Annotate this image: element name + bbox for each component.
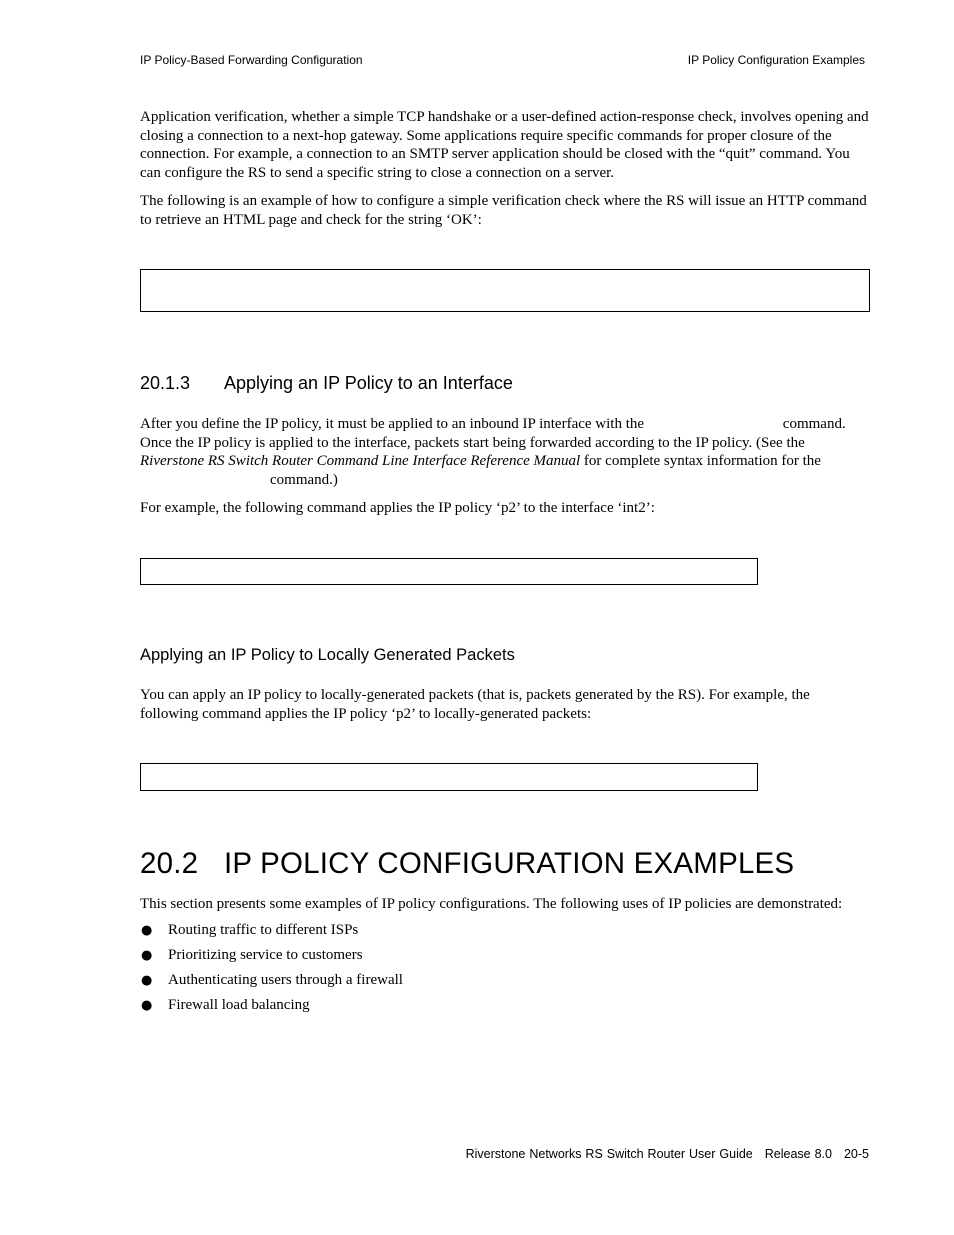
bullet-icon: ● xyxy=(141,973,153,988)
section-20-1-3-paragraph-2: For example, the following command applies the IP policy ‘p2’ to the interface ‘int2’: xyxy=(140,500,655,516)
section-title: IP POLICY CONFIGURATION EXAMPLES xyxy=(224,847,795,880)
intro-paragraph-1: Application verification, whether a simple TCP handshake or a user-defined action-response check, involves opening and closing a connection to a next-hop gateway. Some applications require specific commands for proper closure of the connection. For example, a connection to an SMTP server application should be closed with the “quit” command. You can configure the RS to send a specific string to close a connection on a server. xyxy=(140,109,869,181)
running-header-right: IP Policy Configuration Examples xyxy=(687,53,865,67)
paragraph-text: command.) xyxy=(270,471,338,488)
section-number: 20.2 xyxy=(140,847,199,880)
code-example-box xyxy=(140,763,758,791)
section-heading-20-1-3 xyxy=(140,372,513,394)
paragraph-text: command. Once the IP policy is applied to the interface, packets start being forwarded according to the IP policy. (See the xyxy=(140,416,846,451)
list-item: ● Firewall load balancing xyxy=(140,993,840,1018)
bullet-icon: ● xyxy=(141,998,153,1013)
section-20-1-3-paragraph-1 xyxy=(140,415,870,489)
section-title: Applying an IP Policy to an Interface xyxy=(224,373,513,393)
running-footer xyxy=(466,1146,869,1162)
section-heading-20-2 xyxy=(140,846,794,882)
subsection-paragraph: You can apply an IP policy to locally-generated packets (that is, packets generated by the RS). For example, the following command applies the IP policy ‘p2’ to locally-generated packets: xyxy=(140,687,810,722)
paragraph-text: After you define the IP policy, it must be applied to an inbound IP interface with the xyxy=(140,416,645,432)
paragraph-text: for complete syntax information for the xyxy=(583,453,821,469)
footer-release: Release 8.0 xyxy=(764,1147,832,1161)
section-number: 20.1.3 xyxy=(140,373,191,393)
list-item: ● Authenticating users through a firewall xyxy=(140,968,840,993)
running-header-left: IP Policy-Based Forwarding Configuration xyxy=(140,53,363,67)
bullet-icon: ● xyxy=(141,948,153,963)
manual-title: Riverstone RS Switch Router Command Line Interface Reference Manual xyxy=(140,453,581,469)
code-example-box xyxy=(140,269,870,312)
footer-page-number: 20-5 xyxy=(843,1147,869,1161)
code-example-box xyxy=(140,558,758,585)
bullet-icon: ● xyxy=(141,923,153,938)
footer-guide-title: Riverstone Networks RS Switch Router User Guide xyxy=(465,1147,753,1161)
subsection-heading-local-packets: Applying an IP Policy to Locally Generated Packets xyxy=(140,646,515,664)
examples-bullet-list xyxy=(140,918,840,1018)
list-item: ● Routing traffic to different ISPs xyxy=(140,918,840,943)
intro-paragraph-2: The following is an example of how to configure a simple verification check where the RS will issue an HTTP command to retrieve an HTML page and check for the string ‘OK’: xyxy=(140,193,867,228)
list-item: ● Prioritizing service to customers xyxy=(140,943,840,968)
section-20-2-intro: This section presents some examples of IP policy configurations. The following uses of IP policies are demonstrated: xyxy=(140,896,843,912)
